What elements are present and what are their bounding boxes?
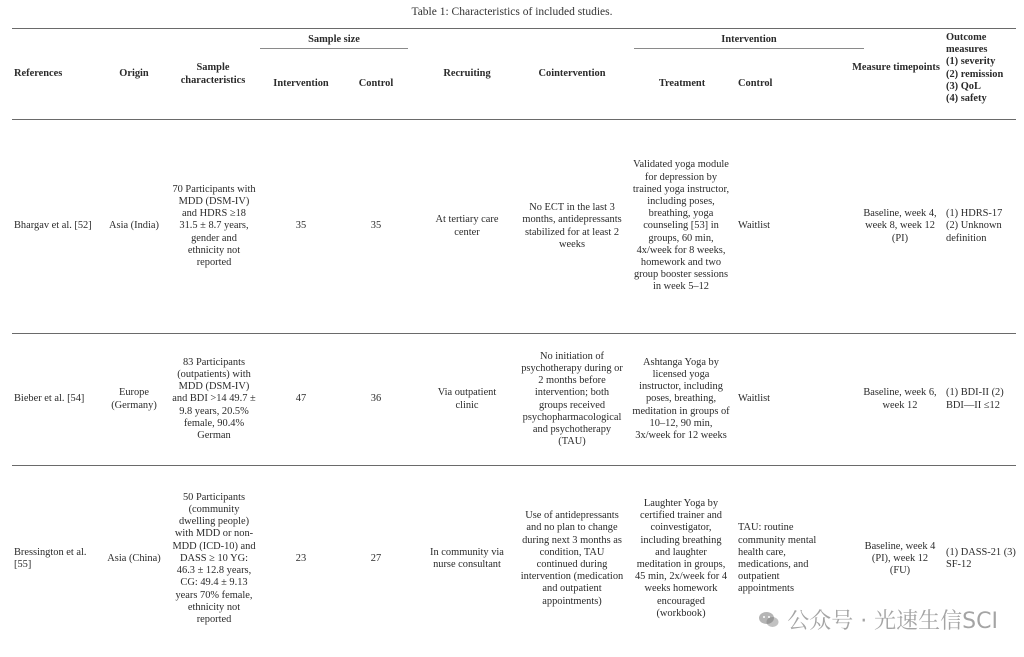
header-recruiting: Recruiting <box>443 68 491 79</box>
table-caption: Table 1: Characteristics of included studies. <box>411 6 613 18</box>
cell-treatment: Ashtanga Yoga by licensed yoga instructor, including poses, breathing, meditation in groups of 10–12, 90 min, 3x/week for 12 weeks <box>632 356 730 441</box>
header-control: Control <box>738 78 773 89</box>
cell-timepoints: Baseline, week 4 (PI), week 12 (FU) <box>864 540 936 577</box>
watermark-text: 公众号 · 光速生信SCI <box>787 609 998 634</box>
outcome-4: (4) safety <box>946 93 987 105</box>
header-control-n: Control <box>358 78 394 89</box>
outcome-1: (1) severity <box>946 56 996 68</box>
cell-outcomes: (1) BDI-II (2) BDI—II ≤12 <box>946 387 1004 411</box>
wechat-icon <box>757 608 781 632</box>
watermark <box>757 604 998 635</box>
sample-size-rule <box>260 48 408 49</box>
top-rule <box>12 28 1016 29</box>
intervention-rule <box>634 48 864 49</box>
cell-reference: Bieber et al. [54] <box>14 393 85 405</box>
outcome-3: (3) QoL <box>946 80 981 92</box>
cell-sample: 83 Participants (outpatients) with MDD (DSM-IV) and BDI >14 49.7 ± 9.8 years, 20.5% female, 90.4% German <box>172 356 256 441</box>
cell-timepoints: Baseline, week 4, week 8, week 12 (PI) <box>863 208 937 244</box>
header-references: References <box>14 68 63 79</box>
header-sample-size: Sample size <box>308 34 360 45</box>
header-outcome-measures <box>946 32 1016 105</box>
header-treatment: Treatment <box>658 78 706 89</box>
cell-cointervention: Use of antidepressants and no plan to change during next 3 months as condition, TAU continued during intervention (medication and outpatient appointments) <box>520 510 624 607</box>
cell-n-intervention: 23 <box>295 552 307 564</box>
cell-recruiting: Via outpatient clinic <box>437 387 497 411</box>
cell-outcomes: (1) HDRS-17 (2) Unknown definition <box>946 208 1003 244</box>
cell-cointervention: No initiation of psychotherapy during or 2 months before intervention; both groups received psychopharmacological and psychotherapy (TAU) <box>521 350 623 448</box>
cell-control: Waitlist <box>738 220 771 232</box>
cell-n-control: 27 <box>370 552 382 564</box>
header-origin: Origin <box>119 68 149 79</box>
cell-origin: Europe (Germany) <box>111 387 157 411</box>
cell-origin: Asia (India) <box>109 220 159 232</box>
cell-treatment: Validated yoga module for depression by trained yoga instructor, including poses, breathing, yoga counseling [53] in groups, 60 min, 4x/week for 8 weeks, homework and two group booster sessions in week 5–12 <box>632 159 730 293</box>
cell-control: TAU: routine community mental health care, medications, and outpatient appointments <box>738 522 817 595</box>
cell-n-control: 35 <box>370 220 382 232</box>
cell-reference: Bressington et al. [55] <box>14 546 87 570</box>
cell-n-intervention: 35 <box>295 220 307 232</box>
cell-reference: Bhargav et al. [52] <box>14 220 92 232</box>
cell-control: Waitlist <box>738 393 771 405</box>
header-measure-timepoints: Measure timepoints <box>852 62 940 73</box>
cell-recruiting: In community via nurse consultant <box>430 546 504 570</box>
cell-recruiting: At tertiary care center <box>435 214 499 238</box>
cell-treatment: Laughter Yoga by certified trainer and coinvestigator, including breathing and laughter meditation in groups, 45 min, 2x/week for 4 weeks homework encouraged (workbook) <box>634 497 728 619</box>
cell-n-control: 36 <box>370 393 382 405</box>
cell-sample: 70 Participants with MDD (DSM-IV) and HDRS ≥18 31.5 ± 8.7 years, gender and ethnicity not reported <box>172 183 256 268</box>
outcome-2: (2) remission <box>946 68 1004 80</box>
cell-timepoints: Baseline, week 6, week 12 <box>863 387 937 411</box>
header-intervention-group: Intervention <box>721 34 777 45</box>
cell-outcomes: (1) DASS-21 (3) SF-12 <box>946 546 1016 570</box>
header-sample-characteristics: Sample characteristics <box>180 62 246 86</box>
cell-origin: Asia (China) <box>107 552 161 564</box>
outcome-measures-label: Outcome measures <box>946 32 988 56</box>
header-cointervention: Cointervention <box>538 68 606 79</box>
cell-cointervention: No ECT in the last 3 months, antidepressants stabilized for at least 2 weeks <box>522 202 622 250</box>
header-intervention-n: Intervention <box>273 78 329 89</box>
cell-sample: 50 Participants (community dwelling people) with MDD or non-MDD (ICD-10) and DASS ≥ 10 YG: 46.3 ± 12.8 years, CG: 49.4 ± 9.13 years 70% female, ethnicity not reported <box>172 491 256 625</box>
cell-n-intervention: 47 <box>295 393 307 405</box>
